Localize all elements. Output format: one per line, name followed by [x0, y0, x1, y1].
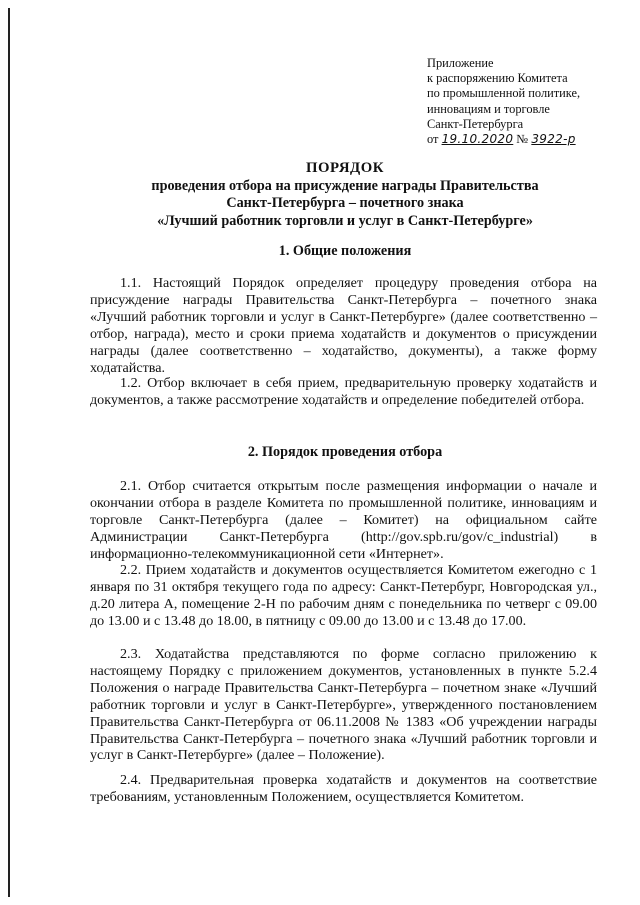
appendix-line: к распоряжению Комитета — [427, 71, 568, 86]
appendix-block — [427, 56, 627, 147]
handwritten-number: 3922-р — [531, 132, 576, 147]
document-title: ПОРЯДОК — [306, 160, 384, 176]
section-heading-general: 1. Общие положения — [278, 243, 412, 259]
appendix-date-line — [427, 132, 627, 147]
scan-edge-line — [8, 8, 10, 897]
paragraph-2-3: 2.3. Ходатайства представляются по форме согласно приложению к настоящему Порядку с приложением документов, установленных в пункте 5.2.4 Положения о награде Правительства Санкт-Петербурга – почетном знаке «Лучший работник торговли и услуг в Санкт-Петербурге», утвержденного постановлением Правительства Санкт-Петербурга от 06.11.2008 № 1383 «Об учреждении награды Правительства Санкт-Петербурга – почетного знака «Лучший работник торговли и услуг в Санкт-Петербурге» (далее – Положение). — [90, 646, 597, 764]
title-line-2: Санкт-Петербурга – почетного знака — [226, 195, 464, 212]
paragraph-2-2: 2.2. Прием ходатайств и документов осуществляется Комитетом ежегодно с 1 января по 31 октября текущего года по адресу: Санкт-Петербург, Новгородская ул., д.20 литера А, помещение 2-Н по рабочим дням с понедельника по четверг с 09.00 до 13.00 и с 13.48 до 18.00, в пятницу с 09.00 до 13.00 и с 13.48 до 17.00. — [90, 562, 597, 629]
paragraph-2-1: 2.1. Отбор считается открытым после размещения информации о начале и окончании отбора в разделе Комитета по промышленной политике, инновациям и торговле Санкт-Петербурга (далее – Комитет) на официальном сайте Администрации Санкт-Петербурга (http://gov.spb.ru/gov/c_industrial) в информационно-телекоммуникационной сети «Интернет». — [90, 478, 597, 562]
section-heading-procedure: 2. Порядок проведения отбора — [247, 444, 443, 460]
document-title-block — [60, 160, 630, 230]
paragraph-2-4: 2.4. Предварительная проверка ходатайств и документов на соответствие требованиям, установленным Положением, осуществляется Комитетом. — [90, 772, 597, 805]
appendix-line: инновациям и торговле — [427, 101, 550, 116]
title-line-1: проведения отбора на присуждение награды Правительства — [151, 177, 539, 194]
title-line-3: «Лучший работник торговли и услуг в Санкт-Петербурге» — [157, 212, 533, 229]
number-prefix: № — [516, 132, 529, 147]
paragraph-1-1: 1.1. Настоящий Порядок определяет процедуру проведения отбора на присуждение награды Правительства Санкт-Петербурга – почетного знака «Лучший работник торговли и услуг в Санкт-Петербурге» (далее соответственно – отбор, награда), место и сроки приема ходатайств и документов о присуждении награды (далее соответственно – ходатайство, документы), а также форму ходатайства. — [90, 275, 597, 376]
appendix-line: Санкт-Петербурга — [427, 116, 524, 131]
paragraph-1-2: 1.2. Отбор включает в себя прием, предварительную проверку ходатайств и документов, а также рассмотрение ходатайств и определение победителей отбора. — [90, 375, 597, 408]
appendix-line: Приложение — [427, 56, 494, 70]
appendix-line: по промышленной политике, — [427, 86, 581, 101]
handwritten-date: 19.10.2020 — [441, 132, 514, 147]
date-prefix: от — [427, 132, 439, 147]
